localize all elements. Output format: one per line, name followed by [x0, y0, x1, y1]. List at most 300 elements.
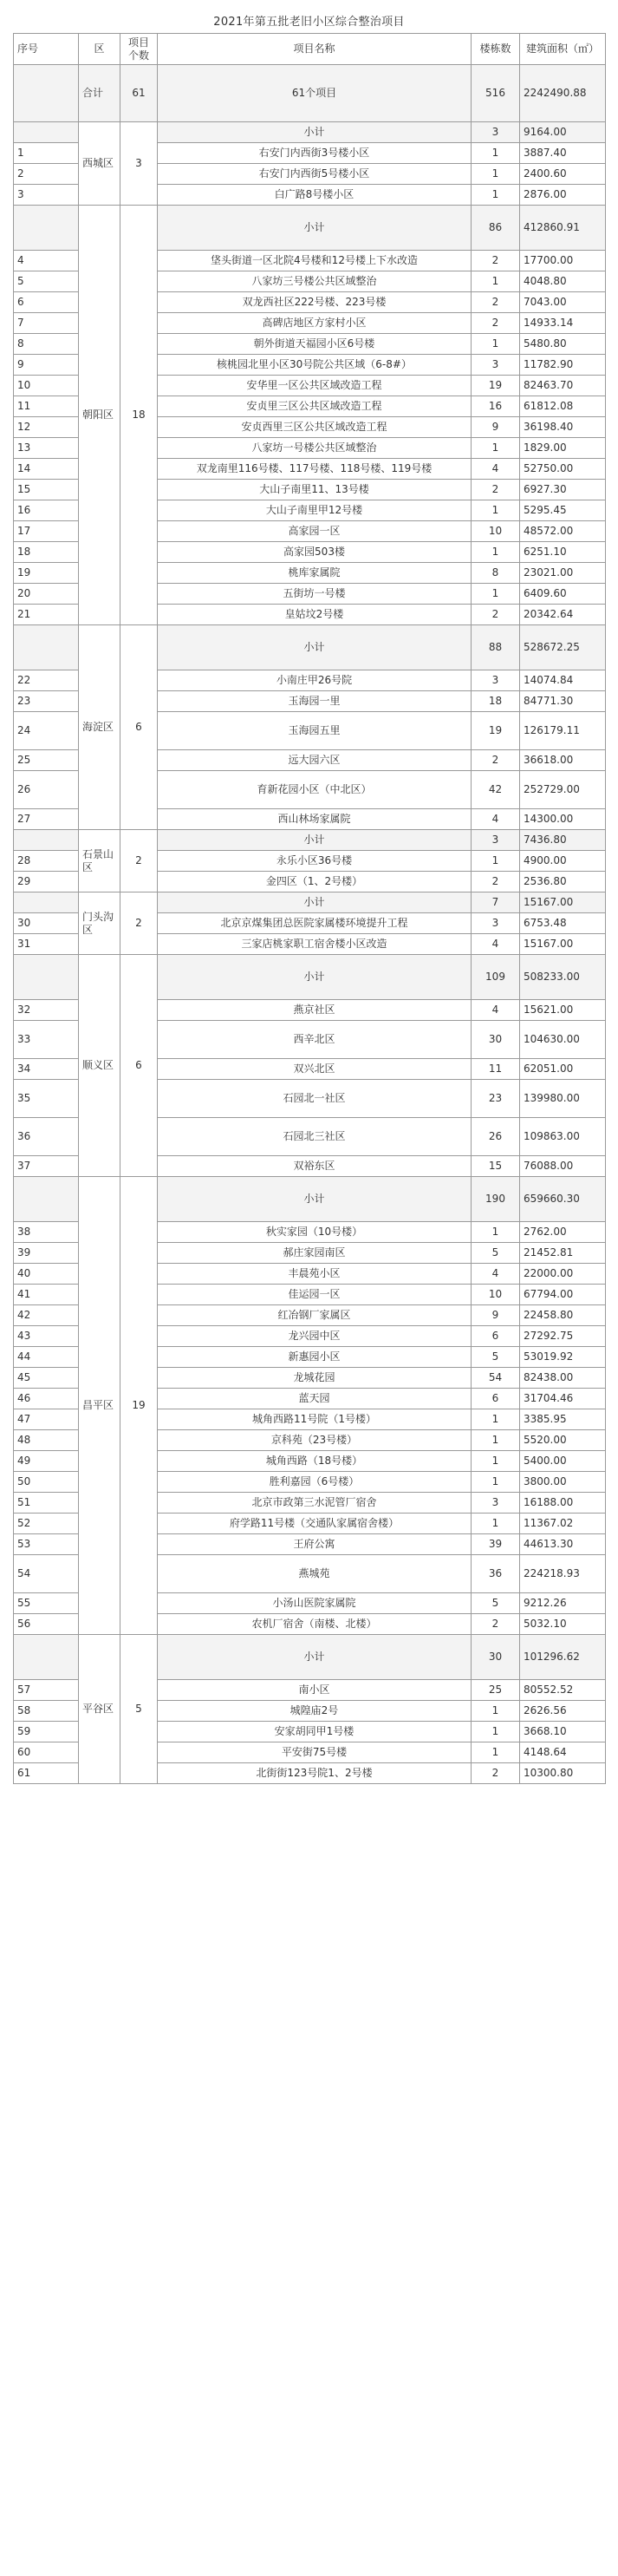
row-area: 14300.00: [520, 809, 606, 830]
row-project-name: 城隍庙2号: [158, 1701, 472, 1722]
row-buildings: 16: [472, 396, 520, 417]
row-seq: 5: [14, 271, 79, 292]
row-project-name: 双龙南里116号楼、117号楼、118号楼、119号楼: [158, 459, 472, 480]
row-buildings: 1: [472, 1514, 520, 1534]
row-seq: 42: [14, 1305, 79, 1326]
row-area: 109863.00: [520, 1118, 606, 1156]
row-project-name: 佳运园一区: [158, 1285, 472, 1305]
row-buildings: 1: [472, 1701, 520, 1722]
row-project-name: 育新花园小区（中北区）: [158, 771, 472, 809]
subtotal-row: [14, 892, 606, 913]
row-buildings: 4: [472, 934, 520, 955]
row-project-name: 垡头街道一区北院4号楼和12号楼上下水改造: [158, 251, 472, 271]
row-buildings: 1: [472, 1451, 520, 1472]
row-seq: 4: [14, 251, 79, 271]
row-seq: 16: [14, 500, 79, 521]
row-buildings: 6: [472, 1389, 520, 1409]
row-seq: 13: [14, 438, 79, 459]
row-seq: 21: [14, 605, 79, 625]
subtotal-label: 小计: [158, 625, 472, 670]
row-buildings: 3: [472, 1493, 520, 1514]
header-seq: 序号: [14, 34, 79, 65]
row-area: 2400.60: [520, 164, 606, 185]
row-project-name: 玉海园五里: [158, 712, 472, 750]
row-project-name: 新惠园小区: [158, 1347, 472, 1368]
subtotal-label: 小计: [158, 1177, 472, 1222]
row-seq: 30: [14, 913, 79, 934]
row-seq: 47: [14, 1409, 79, 1430]
row-area: 82438.00: [520, 1368, 606, 1389]
subtotal-buildings: 3: [472, 122, 520, 143]
subtotal-buildings: 86: [472, 206, 520, 251]
row-project-name: 安家胡同甲1号楼: [158, 1722, 472, 1742]
row-buildings: 25: [472, 1680, 520, 1701]
row-project-name: 右安门内西街5号楼小区: [158, 164, 472, 185]
row-buildings: 54: [472, 1368, 520, 1389]
row-project-name: 高家园503楼: [158, 542, 472, 563]
project-table: [13, 33, 606, 1784]
row-buildings: 23: [472, 1080, 520, 1118]
row-area: 3800.00: [520, 1472, 606, 1493]
row-buildings: 2: [472, 251, 520, 271]
row-buildings: 4: [472, 459, 520, 480]
header-district: 区: [79, 34, 120, 65]
subtotal-seq: [14, 122, 79, 143]
row-area: 3887.40: [520, 143, 606, 164]
row-buildings: 2: [472, 750, 520, 771]
row-area: 6409.60: [520, 584, 606, 605]
subtotal-row: [14, 122, 606, 143]
row-seq: 20: [14, 584, 79, 605]
district-cell: 西城区: [79, 122, 120, 206]
district-cell: 石景山区: [79, 830, 120, 892]
row-project-name: 八家坊三号楼公共区域整治: [158, 271, 472, 292]
page-title: 2021年第五批老旧小区综合整治项目: [213, 16, 405, 29]
row-project-name: 蓝天园: [158, 1389, 472, 1409]
row-buildings: 36: [472, 1555, 520, 1593]
row-area: 6753.48: [520, 913, 606, 934]
row-buildings: 2: [472, 313, 520, 334]
row-project-name: 小南庄甲26号院: [158, 670, 472, 691]
subtotal-seq: [14, 955, 79, 1000]
row-project-name: 安华里一区公共区域改造工程: [158, 376, 472, 396]
row-area: 14074.84: [520, 670, 606, 691]
row-project-name: 双裕东区: [158, 1156, 472, 1177]
row-seq: 31: [14, 934, 79, 955]
row-buildings: 2: [472, 605, 520, 625]
row-seq: 33: [14, 1021, 79, 1059]
row-seq: 60: [14, 1742, 79, 1763]
total-buildings: 516: [472, 65, 520, 122]
row-seq: 48: [14, 1430, 79, 1451]
subtotal-buildings: 190: [472, 1177, 520, 1222]
row-project-name: 玉海园一里: [158, 691, 472, 712]
row-area: 36618.00: [520, 750, 606, 771]
row-area: 11367.02: [520, 1514, 606, 1534]
row-project-name: 王府公寓: [158, 1534, 472, 1555]
row-project-name: 丰晨苑小区: [158, 1264, 472, 1285]
row-buildings: 1: [472, 185, 520, 206]
row-seq: 51: [14, 1493, 79, 1514]
row-project-name: 西辛北区: [158, 1021, 472, 1059]
row-seq: 10: [14, 376, 79, 396]
row-buildings: 1: [472, 584, 520, 605]
row-buildings: 1: [472, 1430, 520, 1451]
header-row: [14, 34, 606, 65]
header-name: 项目名称: [158, 34, 472, 65]
row-seq: 1: [14, 143, 79, 164]
row-area: 139980.00: [520, 1080, 606, 1118]
row-seq: 15: [14, 480, 79, 500]
row-project-name: 秋实家园（10号楼）: [158, 1222, 472, 1243]
row-area: 52750.00: [520, 459, 606, 480]
row-area: 14933.14: [520, 313, 606, 334]
subtotal-area: 9164.00: [520, 122, 606, 143]
row-project-name: 永乐小区36号楼: [158, 851, 472, 872]
total-label: 合计: [79, 65, 120, 122]
row-seq: 2: [14, 164, 79, 185]
row-project-name: 双兴北区: [158, 1059, 472, 1080]
row-seq: 40: [14, 1264, 79, 1285]
row-buildings: 1: [472, 1722, 520, 1742]
row-project-name: 金四区（1、2号楼）: [158, 872, 472, 892]
row-area: 5295.45: [520, 500, 606, 521]
subtotal-seq: [14, 1635, 79, 1680]
subtotal-row: [14, 625, 606, 670]
subtotal-buildings: 109: [472, 955, 520, 1000]
subtotal-seq: [14, 892, 79, 913]
row-buildings: 1: [472, 542, 520, 563]
row-seq: 35: [14, 1080, 79, 1118]
row-seq: 41: [14, 1285, 79, 1305]
row-buildings: 1: [472, 334, 520, 355]
row-seq: 27: [14, 809, 79, 830]
row-area: 11782.90: [520, 355, 606, 376]
row-buildings: 1: [472, 1472, 520, 1493]
row-area: 7043.00: [520, 292, 606, 313]
row-project-name: 龙城花园: [158, 1368, 472, 1389]
row-project-name: 燕京社区: [158, 1000, 472, 1021]
row-area: 44613.30: [520, 1534, 606, 1555]
row-project-name: 双龙西社区222号楼、223号楼: [158, 292, 472, 313]
row-project-name: 郝庄家园南区: [158, 1243, 472, 1264]
row-buildings: 9: [472, 1305, 520, 1326]
row-seq: 37: [14, 1156, 79, 1177]
row-area: 4900.00: [520, 851, 606, 872]
row-project-name: 大山子南里11、13号楼: [158, 480, 472, 500]
row-area: 3385.95: [520, 1409, 606, 1430]
project-count-cell: 19: [120, 1177, 158, 1635]
subtotal-label: 小计: [158, 892, 472, 913]
row-project-name: 北京市政第三水泥管厂宿舍: [158, 1493, 472, 1514]
project-count-cell: 18: [120, 206, 158, 625]
row-area: 80552.52: [520, 1680, 606, 1701]
row-seq: 50: [14, 1472, 79, 1493]
row-buildings: 4: [472, 1264, 520, 1285]
row-project-name: 高碑店地区方家村小区: [158, 313, 472, 334]
subtotal-buildings: 30: [472, 1635, 520, 1680]
row-seq: 61: [14, 1763, 79, 1784]
subtotal-seq: [14, 206, 79, 251]
row-area: 67794.00: [520, 1285, 606, 1305]
subtotal-area: 508233.00: [520, 955, 606, 1000]
row-buildings: 2: [472, 292, 520, 313]
row-project-name: 平安街75号楼: [158, 1742, 472, 1763]
row-buildings: 1: [472, 438, 520, 459]
subtotal-label: 小计: [158, 206, 472, 251]
subtotal-seq: [14, 625, 79, 670]
row-project-name: 核桃园北里小区30号院公共区域（6-8#）: [158, 355, 472, 376]
subtotal-row: [14, 1177, 606, 1222]
row-seq: 11: [14, 396, 79, 417]
row-buildings: 42: [472, 771, 520, 809]
row-project-name: 城角西路11号院（1号楼）: [158, 1409, 472, 1430]
row-seq: 46: [14, 1389, 79, 1409]
row-area: 6927.30: [520, 480, 606, 500]
row-project-name: 石园北一社区: [158, 1080, 472, 1118]
row-buildings: 3: [472, 355, 520, 376]
subtotal-area: 15167.00: [520, 892, 606, 913]
row-buildings: 1: [472, 1742, 520, 1763]
row-area: 3668.10: [520, 1722, 606, 1742]
row-buildings: 9: [472, 417, 520, 438]
subtotal-buildings: 88: [472, 625, 520, 670]
row-area: 62051.00: [520, 1059, 606, 1080]
row-seq: 22: [14, 670, 79, 691]
row-seq: 26: [14, 771, 79, 809]
row-seq: 54: [14, 1555, 79, 1593]
row-project-name: 燕城苑: [158, 1555, 472, 1593]
row-buildings: 30: [472, 1021, 520, 1059]
row-seq: 49: [14, 1451, 79, 1472]
row-area: 4148.64: [520, 1742, 606, 1763]
row-buildings: 26: [472, 1118, 520, 1156]
row-buildings: 2: [472, 1614, 520, 1635]
row-seq: 34: [14, 1059, 79, 1080]
row-project-name: 府学路11号楼（交通队家属宿舍楼）: [158, 1514, 472, 1534]
row-area: 53019.92: [520, 1347, 606, 1368]
row-area: 17700.00: [520, 251, 606, 271]
row-area: 10300.80: [520, 1763, 606, 1784]
subtotal-area: 101296.62: [520, 1635, 606, 1680]
row-buildings: 5: [472, 1243, 520, 1264]
row-seq: 24: [14, 712, 79, 750]
row-area: 5032.10: [520, 1614, 606, 1635]
row-area: 22000.00: [520, 1264, 606, 1285]
district-cell: 门头沟区: [79, 892, 120, 955]
district-cell: 平谷区: [79, 1635, 120, 1784]
row-project-name: 高家园一区: [158, 521, 472, 542]
row-buildings: 5: [472, 1347, 520, 1368]
row-buildings: 18: [472, 691, 520, 712]
district-cell: 朝阳区: [79, 206, 120, 625]
subtotal-label: 小计: [158, 830, 472, 851]
row-buildings: 1: [472, 143, 520, 164]
row-area: 27292.75: [520, 1326, 606, 1347]
row-seq: 45: [14, 1368, 79, 1389]
row-buildings: 6: [472, 1326, 520, 1347]
row-seq: 53: [14, 1534, 79, 1555]
subtotal-area: 528672.25: [520, 625, 606, 670]
row-area: 5480.80: [520, 334, 606, 355]
row-project-name: 远大园六区: [158, 750, 472, 771]
row-buildings: 39: [472, 1534, 520, 1555]
project-count-cell: 6: [120, 955, 158, 1177]
subtotal-buildings: 7: [472, 892, 520, 913]
row-buildings: 4: [472, 1000, 520, 1021]
row-area: 76088.00: [520, 1156, 606, 1177]
table-body: [14, 65, 606, 1784]
row-buildings: 10: [472, 521, 520, 542]
row-area: 2762.00: [520, 1222, 606, 1243]
row-project-name: 小汤山医院家属院: [158, 1593, 472, 1614]
row-seq: 43: [14, 1326, 79, 1347]
row-project-name: 京科苑（23号楼）: [158, 1430, 472, 1451]
subtotal-buildings: 3: [472, 830, 520, 851]
row-seq: 19: [14, 563, 79, 584]
subtotal-label: 小计: [158, 955, 472, 1000]
row-buildings: 8: [472, 563, 520, 584]
project-count-cell: 5: [120, 1635, 158, 1784]
total-name: 61个项目: [158, 65, 472, 122]
row-project-name: 龙兴园中区: [158, 1326, 472, 1347]
row-area: 48572.00: [520, 521, 606, 542]
row-area: 22458.80: [520, 1305, 606, 1326]
row-seq: 14: [14, 459, 79, 480]
subtotal-label: 小计: [158, 122, 472, 143]
row-area: 104630.00: [520, 1021, 606, 1059]
row-area: 126179.11: [520, 712, 606, 750]
row-area: 5400.00: [520, 1451, 606, 1472]
row-area: 6251.10: [520, 542, 606, 563]
row-project-name: 三家店桃家职工宿舍楼小区改造: [158, 934, 472, 955]
row-buildings: 1: [472, 271, 520, 292]
header-area: 建筑面积（㎡）: [520, 34, 606, 65]
row-buildings: 2: [472, 1763, 520, 1784]
project-count-cell: 2: [120, 830, 158, 892]
row-area: 1829.00: [520, 438, 606, 459]
row-seq: 57: [14, 1680, 79, 1701]
row-buildings: 10: [472, 1285, 520, 1305]
row-project-name: 右安门内西街3号楼小区: [158, 143, 472, 164]
row-seq: 28: [14, 851, 79, 872]
row-project-name: 北京京煤集团总医院家属楼环境提升工程: [158, 913, 472, 934]
row-area: 61812.08: [520, 396, 606, 417]
row-buildings: 3: [472, 670, 520, 691]
row-area: 16188.00: [520, 1493, 606, 1514]
row-project-name: 八家坊一号楼公共区域整治: [158, 438, 472, 459]
row-buildings: 11: [472, 1059, 520, 1080]
row-project-name: 石园北三社区: [158, 1118, 472, 1156]
row-seq: 29: [14, 872, 79, 892]
row-project-name: 安贞西里三区公共区域改造工程: [158, 417, 472, 438]
row-seq: 44: [14, 1347, 79, 1368]
row-seq: 59: [14, 1722, 79, 1742]
project-count-cell: 3: [120, 122, 158, 206]
row-project-name: 红冶钢厂家属区: [158, 1305, 472, 1326]
subtotal-area: 7436.80: [520, 830, 606, 851]
row-project-name: 南小区: [158, 1680, 472, 1701]
header-count: 项目个数: [120, 34, 158, 65]
row-project-name: 胜利嘉园（6号楼）: [158, 1472, 472, 1493]
row-project-name: 白广路8号楼小区: [158, 185, 472, 206]
row-seq: 18: [14, 542, 79, 563]
row-buildings: 1: [472, 164, 520, 185]
total-row: [14, 65, 606, 122]
subtotal-label: 小计: [158, 1635, 472, 1680]
row-project-name: 城角西路（18号楼）: [158, 1451, 472, 1472]
row-area: 15167.00: [520, 934, 606, 955]
row-seq: 55: [14, 1593, 79, 1614]
subtotal-area: 659660.30: [520, 1177, 606, 1222]
row-project-name: 安贞里三区公共区域改造工程: [158, 396, 472, 417]
row-area: 23021.00: [520, 563, 606, 584]
row-project-name: 北街街123号院1、2号楼: [158, 1763, 472, 1784]
row-project-name: 桃库家属院: [158, 563, 472, 584]
subtotal-row: [14, 830, 606, 851]
row-project-name: 农机厂宿舍（南楼、北楼）: [158, 1614, 472, 1635]
district-cell: 昌平区: [79, 1177, 120, 1635]
row-buildings: 1: [472, 1222, 520, 1243]
row-seq: 38: [14, 1222, 79, 1243]
subtotal-seq: [14, 1177, 79, 1222]
row-seq: 56: [14, 1614, 79, 1635]
row-area: 252729.00: [520, 771, 606, 809]
row-project-name: 朝外街道天福园小区6号楼: [158, 334, 472, 355]
district-cell: 顺义区: [79, 955, 120, 1177]
row-seq: 39: [14, 1243, 79, 1264]
row-project-name: 五街坊一号楼: [158, 584, 472, 605]
row-project-name: 西山林场家属院: [158, 809, 472, 830]
row-buildings: 1: [472, 851, 520, 872]
row-buildings: 1: [472, 500, 520, 521]
row-buildings: 4: [472, 809, 520, 830]
total-area: 2242490.88: [520, 65, 606, 122]
row-project-name: 皇姑坟2号楼: [158, 605, 472, 625]
row-seq: 58: [14, 1701, 79, 1722]
row-buildings: 5: [472, 1593, 520, 1614]
row-buildings: 1: [472, 1409, 520, 1430]
row-area: 9212.26: [520, 1593, 606, 1614]
row-buildings: 15: [472, 1156, 520, 1177]
row-seq: 25: [14, 750, 79, 771]
subtotal-area: 412860.91: [520, 206, 606, 251]
row-seq: 8: [14, 334, 79, 355]
project-count-cell: 2: [120, 892, 158, 955]
row-area: 2536.80: [520, 872, 606, 892]
row-area: 36198.40: [520, 417, 606, 438]
row-seq: 6: [14, 292, 79, 313]
subtotal-row: [14, 955, 606, 1000]
row-area: 2876.00: [520, 185, 606, 206]
header-buildings: 楼栋数: [472, 34, 520, 65]
row-area: 224218.93: [520, 1555, 606, 1593]
total-count: 61: [120, 65, 158, 122]
row-area: 5520.00: [520, 1430, 606, 1451]
row-seq: 32: [14, 1000, 79, 1021]
total-seq: [14, 65, 79, 122]
row-area: 20342.64: [520, 605, 606, 625]
subtotal-seq: [14, 830, 79, 851]
row-buildings: 19: [472, 712, 520, 750]
row-seq: 52: [14, 1514, 79, 1534]
row-buildings: 19: [472, 376, 520, 396]
row-seq: 23: [14, 691, 79, 712]
row-seq: 9: [14, 355, 79, 376]
row-seq: 36: [14, 1118, 79, 1156]
row-buildings: 2: [472, 480, 520, 500]
row-area: 4048.80: [520, 271, 606, 292]
